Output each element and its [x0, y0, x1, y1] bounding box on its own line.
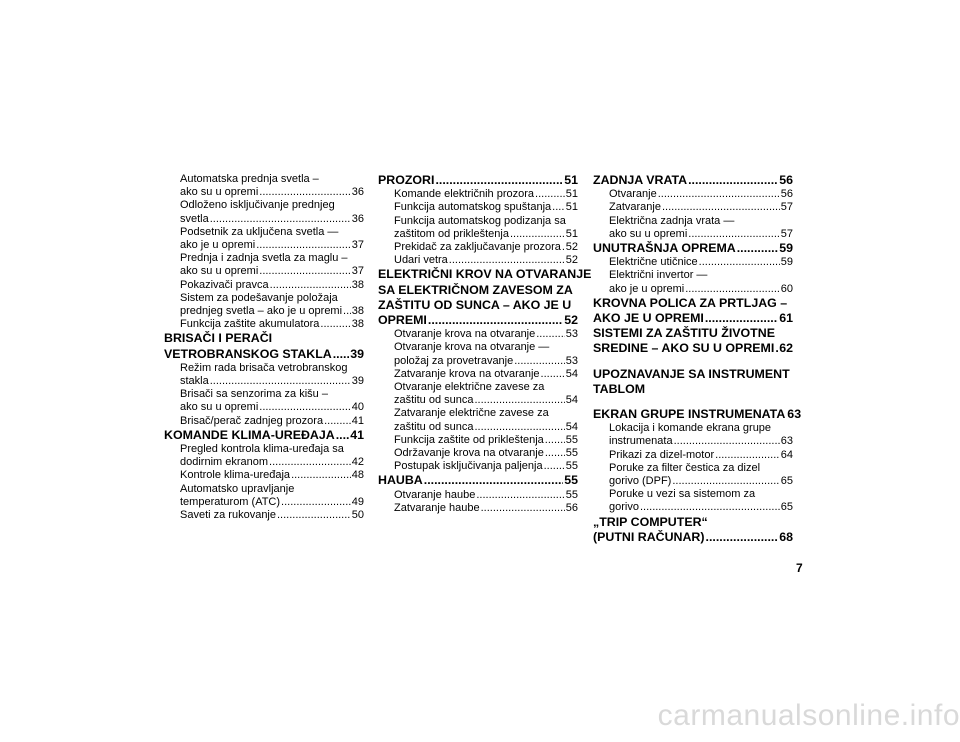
- toc-entry-title: Udari vetra: [394, 254, 448, 267]
- toc-heading[interactable]: [164, 331, 364, 361]
- dot-leader: [449, 254, 565, 267]
- toc-page-number: 36: [351, 212, 364, 225]
- toc-entry[interactable]: [378, 502, 578, 515]
- toc-page-number: 39: [351, 375, 364, 388]
- dot-leader: [259, 265, 350, 278]
- toc-page-number: 55: [564, 473, 578, 488]
- toc-entry[interactable]: [164, 173, 364, 199]
- dot-leader: [705, 311, 778, 326]
- toc-entry-title: Saveti za rukovanje: [180, 509, 276, 522]
- toc-column-2: [378, 173, 592, 515]
- toc-page-number: 52: [564, 313, 578, 328]
- toc-entry-title: VETROBRANSKOG STAKLA: [164, 346, 332, 361]
- toc-page-number: 65: [780, 501, 793, 514]
- toc-page-number: 54: [565, 367, 578, 380]
- toc-page-number: 59: [780, 256, 793, 269]
- toc-entry-title: Pokazivači pravca: [180, 278, 269, 291]
- dot-leader: [541, 368, 565, 381]
- toc-heading[interactable]: [593, 173, 793, 188]
- dot-leader: [545, 434, 565, 447]
- toc-page-number: 57: [780, 201, 793, 214]
- toc-entry-title: dodirnim ekranom: [180, 456, 269, 469]
- toc-entry-title: Otvaranje krova na otvaranje: [394, 328, 536, 341]
- page-number: 7: [796, 561, 803, 575]
- dot-leader: [277, 509, 351, 522]
- toc-entry-title: Otvaranje električne zavese za: [394, 381, 545, 394]
- dot-leader: [535, 188, 565, 201]
- toc-entry-title: ELEKTRIČNI KROV NA OTVARANJE: [378, 267, 592, 282]
- dot-leader: [428, 313, 563, 328]
- toc-page-number: 39: [350, 346, 364, 361]
- toc-entry-title: Otvaranje: [609, 188, 657, 201]
- toc-heading[interactable]: [378, 173, 578, 188]
- toc-entry-title: Automatsko upravljanje: [180, 482, 295, 495]
- toc-page-number: 52: [565, 254, 578, 267]
- toc-entry[interactable]: [593, 422, 793, 448]
- toc-entry-title: PROZORI: [378, 173, 435, 187]
- watermark: carmanualsonline.info: [657, 699, 960, 732]
- dot-leader: [324, 415, 351, 428]
- dot-leader: [544, 460, 565, 473]
- toc-entry-title: EKRAN GRUPE INSTRUMENATA: [593, 407, 786, 422]
- dot-leader: [672, 475, 779, 488]
- toc-entry[interactable]: [164, 362, 364, 388]
- toc-entry[interactable]: [378, 215, 578, 241]
- toc-page-number: 54: [565, 394, 578, 407]
- toc-page-number: 57: [780, 227, 793, 240]
- toc-heading[interactable]: [593, 515, 793, 545]
- toc-entry[interactable]: [593, 201, 793, 214]
- toc-entry-title: Otvaranje haube: [394, 488, 476, 501]
- toc-page-number: 53: [565, 354, 578, 367]
- dot-leader: [481, 502, 565, 515]
- toc-entry-title: ZAŠTITU OD SUNCA – AKO JE U: [378, 297, 572, 312]
- toc-page-number: 56: [565, 501, 578, 514]
- toc-heading[interactable]: [593, 241, 793, 256]
- toc-entry-title: stakla: [180, 375, 209, 388]
- dot-leader: [435, 173, 563, 188]
- toc-entry[interactable]: [164, 292, 364, 318]
- toc-page-number: 60: [780, 282, 793, 295]
- toc-page-number: 50: [351, 509, 364, 522]
- toc-entry-title: Pregled kontrola klima-uređaja sa: [180, 443, 344, 456]
- toc-entry[interactable]: [378, 460, 578, 473]
- dot-leader: [688, 228, 779, 241]
- toc-entry-title: ako su u opremi: [180, 265, 259, 278]
- dot-leader: [269, 456, 351, 469]
- toc-entry-title: položaj za provetravanje: [394, 354, 514, 367]
- toc-entry-title: SA ELEKTRIČNOM ZAVESOM ZA: [378, 282, 573, 297]
- toc-entry-title: AKO JE U OPREMI: [593, 311, 704, 326]
- toc-entry-title: HAUBA: [378, 473, 423, 488]
- toc-entry[interactable]: [378, 254, 578, 267]
- toc-page-number: 36: [351, 186, 364, 199]
- toc-entry[interactable]: [378, 201, 578, 214]
- toc-page-number: 63: [787, 407, 802, 422]
- toc-page-number: 56: [780, 188, 793, 201]
- toc-entry-title: Funkcija automatskog spuštanja: [394, 201, 552, 214]
- toc-entry-title: Zatvaranje električne zavese za: [394, 407, 549, 420]
- toc-entry[interactable]: [378, 489, 578, 502]
- dot-leader: [775, 341, 778, 356]
- toc-page-number: 51: [565, 188, 578, 201]
- toc-entry-title: ako je u opremi: [180, 239, 256, 252]
- toc-page-number: 59: [779, 241, 793, 256]
- toc-page-number: 38: [351, 305, 364, 318]
- toc-entry-title: BRISAČI I PERAČI: [164, 331, 273, 346]
- toc-entry[interactable]: [378, 434, 578, 447]
- toc-entry-title: ako su u opremi: [180, 401, 259, 414]
- dot-leader: [281, 496, 351, 509]
- dot-leader: [424, 473, 563, 488]
- toc-entry-title: Električna zadnja vrata —: [609, 214, 735, 227]
- toc-entry-title: Brisač/perač zadnjeg prozora: [180, 414, 324, 427]
- toc-entry[interactable]: [164, 279, 364, 292]
- dot-leader: [336, 428, 349, 443]
- toc-page-number: 49: [351, 495, 364, 508]
- dot-leader: [210, 213, 351, 226]
- toc-entry-title: SISTEMI ZA ZAŠTITU ŽIVOTNE: [593, 326, 775, 341]
- dot-leader: [685, 283, 780, 296]
- toc-entry-title: Funkcija zaštite od prikleštenja: [394, 433, 544, 446]
- dot-leader: [699, 256, 780, 269]
- toc-page-number: 64: [780, 448, 793, 461]
- toc-page-number: 41: [351, 414, 364, 427]
- toc-entry-title: UNUTRAŠNJA OPREMA: [593, 241, 736, 256]
- dot-leader: [562, 241, 565, 254]
- toc-entry-title: Zatvaranje: [609, 201, 661, 214]
- toc-entry[interactable]: [593, 488, 793, 514]
- toc-entry-title: ZADNJA VRATA: [593, 173, 688, 187]
- toc-entry-title: instrumenata: [609, 435, 673, 448]
- dot-leader: [256, 239, 351, 252]
- dot-leader: [688, 173, 778, 188]
- toc-page-number: 51: [564, 173, 578, 187]
- toc-entry-title: temperaturom (ATC): [180, 495, 281, 508]
- toc-page-number: 55: [565, 488, 578, 501]
- toc-entry-title: TABLOM: [593, 381, 646, 396]
- toc-heading[interactable]: [593, 326, 793, 356]
- toc-page-number: 61: [779, 311, 793, 326]
- dot-leader: [737, 241, 778, 256]
- toc-entry[interactable]: [378, 407, 578, 433]
- toc-entry[interactable]: [164, 199, 364, 225]
- dot-leader: [640, 501, 780, 514]
- toc-page-number: 53: [565, 328, 578, 341]
- toc-entry-title: Sistem za podešavanje položaja: [180, 291, 338, 304]
- toc-page-number: 42: [351, 456, 364, 469]
- toc-entry[interactable]: [378, 341, 578, 367]
- toc-entry-title: Otvaranje krova na otvaranje —: [394, 341, 550, 354]
- toc-entry[interactable]: [378, 241, 578, 254]
- toc-entry-title: Odloženo isključivanje prednjeg: [180, 199, 335, 212]
- dot-leader: [674, 435, 780, 448]
- dot-leader: [552, 201, 565, 214]
- toc-heading[interactable]: [378, 267, 592, 328]
- toc-entry-title: KROVNA POLICA ZA PRTLJAG –: [593, 295, 788, 310]
- dot-leader: [475, 421, 565, 434]
- toc-page-number: 62: [779, 341, 793, 356]
- toc-entry-title: zaštitu od sunca: [394, 394, 474, 407]
- toc-entry[interactable]: [593, 269, 793, 295]
- toc-heading[interactable]: [164, 428, 364, 443]
- toc-page-number: 37: [351, 265, 364, 278]
- dot-leader: [291, 469, 351, 482]
- dot-leader: [475, 394, 565, 407]
- toc-heading[interactable]: [593, 296, 793, 326]
- toc-entry-title: Prekidač za zaključavanje prozora: [394, 241, 561, 254]
- toc-entry-title: SREDINE – AKO SU U OPREMI: [593, 341, 775, 356]
- toc-entry[interactable]: [378, 328, 578, 341]
- toc-entry-title: Podsetnik za uključena svetla —: [180, 225, 339, 238]
- toc-page-number: 41: [350, 427, 364, 442]
- toc-entry-title: Funkcija zaštite akumulatora: [180, 318, 320, 331]
- toc-entry[interactable]: [593, 188, 793, 201]
- toc-page-number: 55: [565, 433, 578, 446]
- toc-entry-title: Zatvaranje krova na otvaranje: [394, 367, 540, 380]
- toc-entry-title: Prednja i zadnja svetla za maglu –: [180, 252, 348, 265]
- toc-page-number: 51: [565, 227, 578, 240]
- dot-leader: [343, 305, 351, 318]
- toc-entry-title: ako je u opremi: [609, 282, 685, 295]
- toc-entry-title: zaštitom od prikleštenja: [394, 227, 509, 240]
- toc-entry[interactable]: [164, 252, 364, 278]
- toc-entry[interactable]: [593, 462, 793, 488]
- toc-entry-title: Brisači sa senzorima za kišu –: [180, 388, 328, 401]
- toc-entry-title: Funkcija automatskog podizanja sa: [394, 214, 566, 227]
- toc-entry[interactable]: [164, 469, 364, 482]
- toc-entry-title: Komande električnih prozora: [394, 188, 535, 201]
- toc-entry[interactable]: [378, 368, 578, 381]
- dot-leader: [545, 447, 565, 460]
- toc-entry[interactable]: [593, 215, 793, 241]
- toc-entry-title: OPREMI: [378, 313, 427, 328]
- toc-page-number: 51: [565, 201, 578, 214]
- dot-leader: [510, 228, 565, 241]
- toc-entry-title: Prikazi za dizel-motor: [609, 448, 715, 461]
- toc-entry-title: ako su u opremi: [609, 227, 688, 240]
- dot-leader: [476, 489, 564, 502]
- dot-leader: [706, 530, 779, 545]
- dot-leader: [259, 401, 350, 414]
- toc-entry-title: Postupak isključivanja paljenja: [394, 460, 543, 473]
- toc-column-3: [593, 173, 802, 545]
- toc-entry[interactable]: [164, 509, 364, 522]
- toc-entry-title: UPOZNAVANJE SA INSTRUMENT: [593, 366, 790, 381]
- dot-leader: [662, 201, 780, 214]
- toc-heading[interactable]: [593, 407, 802, 422]
- toc-entry[interactable]: [164, 388, 364, 414]
- dot-leader: [320, 318, 350, 331]
- toc-page-number: 38: [351, 278, 364, 291]
- toc-entry[interactable]: [164, 415, 364, 428]
- toc-entry-title: zaštitu od sunca: [394, 420, 474, 433]
- toc-entry[interactable]: [378, 447, 578, 460]
- toc-entry[interactable]: [164, 318, 364, 331]
- toc-entry[interactable]: [593, 449, 793, 462]
- toc-entry[interactable]: [378, 381, 578, 407]
- toc-entry-title: Zatvaranje haube: [394, 501, 480, 514]
- toc-entry-title: (PUTNI RAČUNAR): [593, 529, 705, 544]
- toc-entry-title: gorivo (DPF): [609, 475, 672, 488]
- toc-page-number: 55: [565, 460, 578, 473]
- toc-entry-title: Električni invertor —: [609, 269, 708, 282]
- dot-leader: [270, 279, 351, 292]
- toc-page-number: 54: [565, 420, 578, 433]
- toc-entry-title: Lokacija i komande ekrana grupe: [609, 422, 772, 435]
- toc-entry-title: Poruke za filter čestica za dizel: [609, 461, 761, 474]
- toc-heading[interactable]: [378, 473, 578, 488]
- toc-entry-title: Automatska prednja svetla –: [180, 173, 319, 185]
- toc-entry[interactable]: [164, 483, 364, 509]
- toc-entry-title: Poruke u vezi sa sistemom za: [609, 488, 756, 501]
- toc-entry-title: svetla: [180, 212, 209, 225]
- dot-leader: [536, 328, 565, 341]
- toc-entry[interactable]: [593, 256, 793, 269]
- toc-entry[interactable]: [164, 226, 364, 252]
- toc-entry-title: Električne utičnice: [609, 256, 698, 269]
- toc-entry-title: gorivo: [609, 501, 639, 514]
- toc-entry[interactable]: [164, 443, 364, 469]
- dot-leader: [715, 449, 780, 462]
- dot-leader: [514, 355, 565, 368]
- toc-page-number: 37: [351, 239, 364, 252]
- toc-page-number: 38: [351, 318, 364, 331]
- toc-page-number: 65: [780, 475, 793, 488]
- toc-entry-title: Kontrole klima-uređaja: [180, 469, 291, 482]
- toc-entry-title: ako su u opremi: [180, 186, 259, 199]
- toc-entry-title: KOMANDE KLIMA-UREĐAJA: [164, 427, 335, 442]
- dot-leader: [210, 375, 351, 388]
- toc-page-number: 56: [779, 173, 793, 187]
- toc-entry-title: Održavanje krova na otvaranje: [394, 447, 544, 460]
- toc-column-1: [164, 173, 364, 522]
- toc-entry[interactable]: [378, 188, 578, 201]
- toc-entry-title: „TRIP COMPUTER“: [593, 514, 708, 529]
- toc-page-number: 48: [351, 469, 364, 482]
- toc-heading[interactable]: [593, 367, 793, 397]
- toc-page-number: 40: [351, 401, 364, 414]
- toc-page-number: 52: [565, 241, 578, 254]
- dot-leader: [259, 186, 350, 199]
- toc-entry-title: Režim rada brisača vetrobranskog: [180, 361, 348, 374]
- toc-page-number: 63: [780, 435, 793, 448]
- toc-page-number: 68: [779, 529, 793, 544]
- toc-page-number: 55: [565, 447, 578, 460]
- toc-entry-title: prednjeg svetla – ako je u opremi: [180, 305, 343, 318]
- dot-leader: [658, 188, 780, 201]
- dot-leader: [333, 347, 349, 362]
